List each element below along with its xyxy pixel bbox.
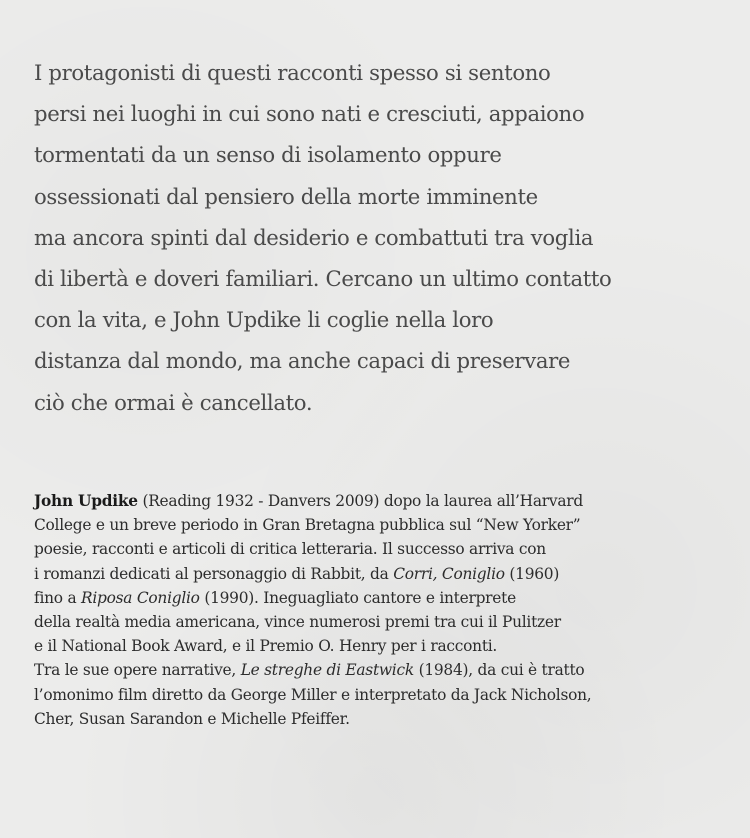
blurb-line: I protagonisti di questi racconti spesso si sentono	[34, 60, 551, 85]
bio-text: i romanzi dedicati al personaggio di Rabbit, da	[34, 564, 394, 583]
bio-line	[34, 658, 734, 682]
bio-line: College e un breve periodo in Gran Bretagna pubblica sul “New Yorker”	[34, 516, 581, 535]
bio-line	[34, 489, 734, 513]
blurb-line: ma ancora spinti dal desiderio e combattuti tra voglia	[34, 224, 594, 250]
bio-line	[34, 562, 734, 586]
blurb-line: ossessionati dal pensiero della morte imminente	[34, 183, 538, 209]
bio-text: (1990). Ineguagliato cantore e interprete	[199, 588, 516, 607]
blurb-line: ciò che ormai è cancellato.	[34, 389, 313, 415]
bio-text: fino a	[34, 588, 82, 607]
bio-text: (1984), da cui è tratto	[413, 661, 585, 680]
book-title: Riposa Coniglio	[81, 588, 200, 607]
bio-line: e il National Book Award, e il Premio O. Henry per i racconti.	[34, 637, 498, 656]
bio-text: (Reading 1932 - Danvers 2009) dopo la laurea all’Harvard	[137, 492, 583, 510]
blurb-line: tormentati da un senso di isolamento oppure	[34, 142, 502, 168]
blurb-line: persi nei luoghi in cui sono nati e cresciuti, appaiono	[34, 101, 585, 127]
bio-line	[34, 586, 734, 610]
bio-line: l’omonimo film diretto da George Miller e interpretato da Jack Nicholson,	[34, 685, 592, 704]
bio-line: della realtà media americana, vince numerosi premi tra cui il Pulitzer	[34, 613, 561, 632]
book-title: Le streghe di Eastwick	[240, 661, 414, 680]
author-name: John Updike	[34, 492, 138, 510]
book-title: Corri, Coniglio	[393, 564, 505, 583]
blurb-line: con la vita, e John Updike li coglie nella loro	[34, 307, 494, 333]
bio-line: Cher, Susan Sarandon e Michelle Pfeiffer.	[34, 709, 350, 728]
book-blurb	[34, 52, 734, 423]
bio-text: Tra le sue opere narrative,	[34, 661, 241, 680]
bio-text: (1960)	[504, 564, 560, 583]
blurb-line: di libertà e doveri familiari. Cercano un ultimo contatto	[34, 266, 612, 292]
blurb-line: distanza dal mondo, ma anche capaci di preservare	[34, 348, 571, 374]
bio-line: poesie, racconti e articoli di critica letteraria. Il successo arriva con	[34, 540, 546, 559]
author-bio	[34, 489, 734, 731]
